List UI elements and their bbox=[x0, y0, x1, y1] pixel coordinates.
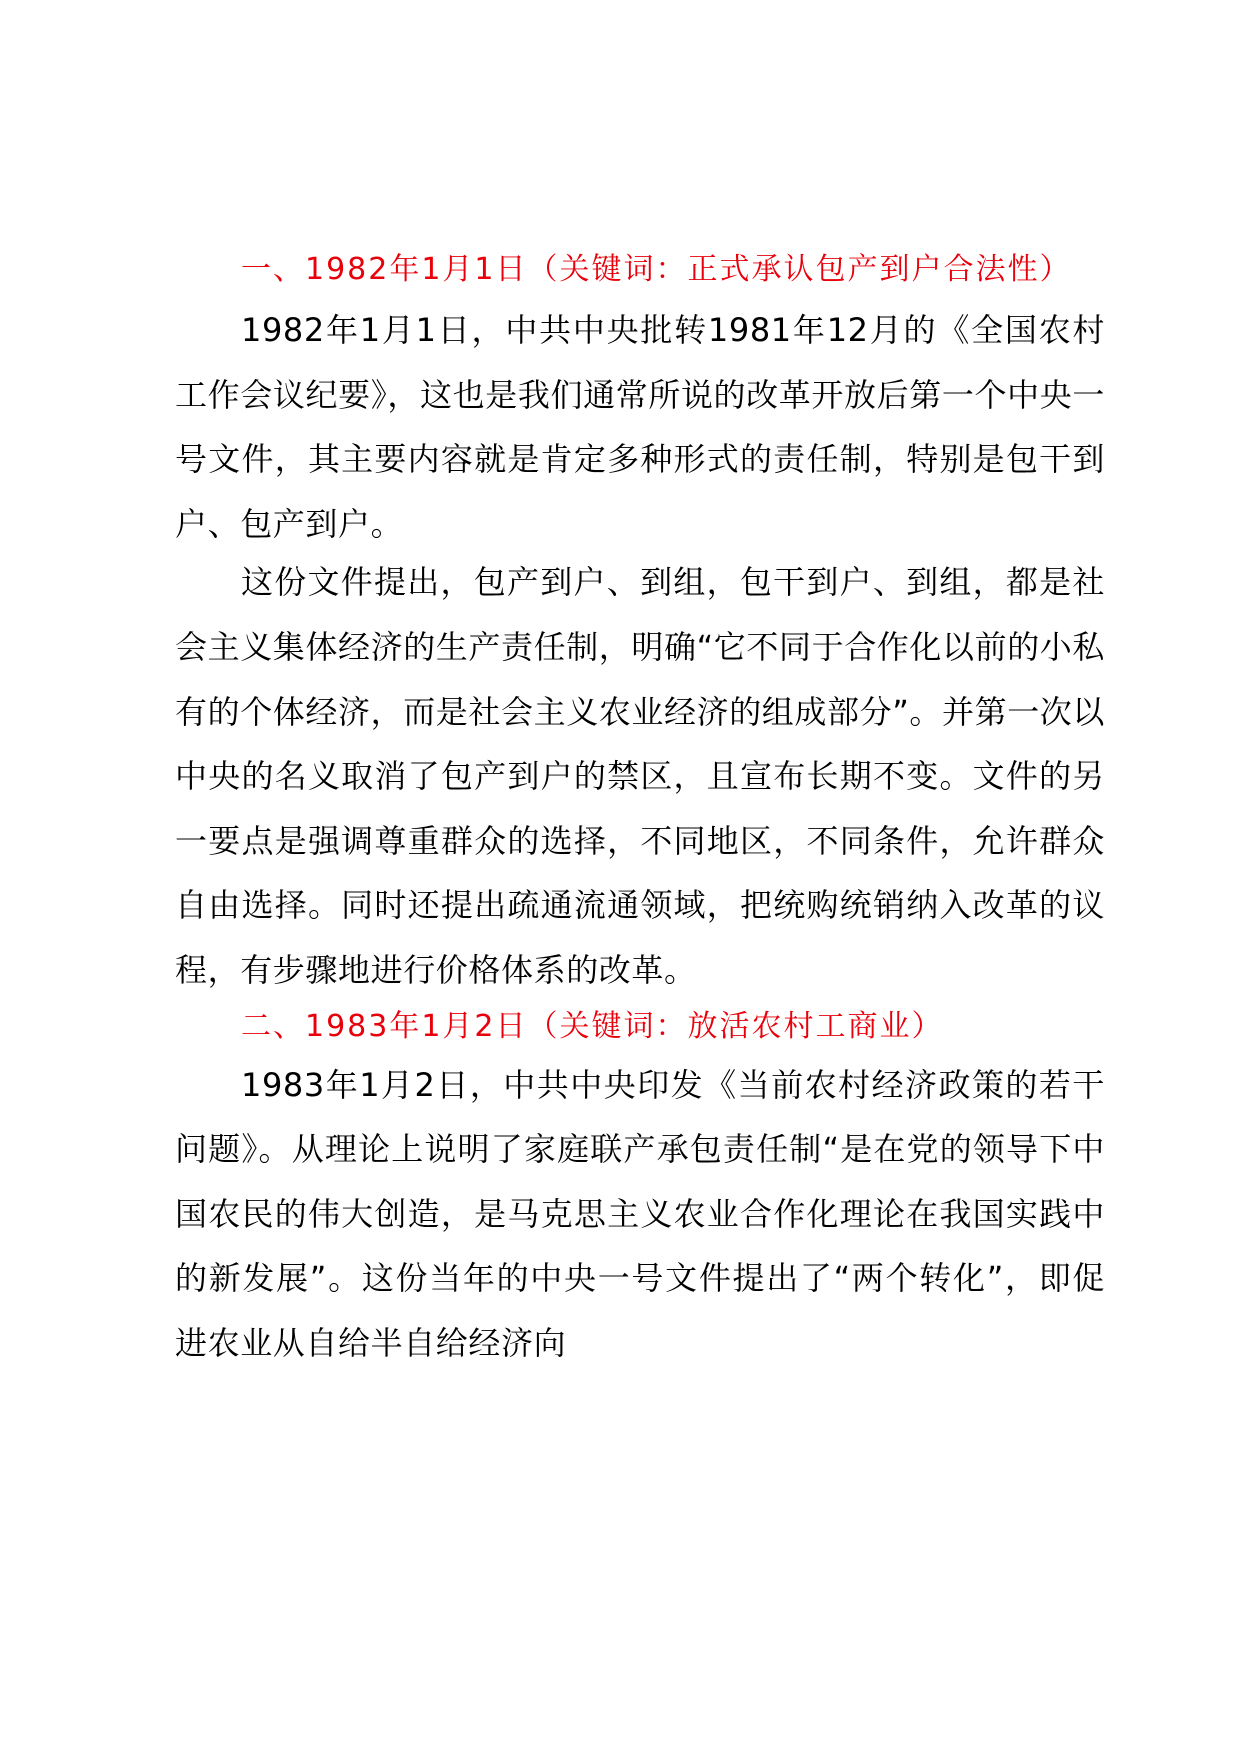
section-heading-1982: 一、1982年1月1日（关键词：正式承认包产到户合法性） bbox=[241, 252, 1072, 287]
section-1983 bbox=[175, 995, 1105, 1376]
section-1982 bbox=[175, 238, 1105, 1003]
document-page bbox=[175, 238, 1105, 1376]
paragraph-1982-intro: 1982年1月1日，中共中央批转1981年12月的《全国农村工作会议纪要》，这也是我们通常所说的改革开放后第一个中央一号文件，其主要内容就是肯定多种形式的责任制，特别是包干到户、包产到户。 bbox=[175, 311, 1105, 543]
paragraph-1982-detail: 这份文件提出，包产到户、到组，包干到户、到组，都是社会主义集体经济的生产责任制，明确“它不同于合作化以前的小私有的个体经济，而是社会主义农业经济的组成部分”。并第一次以中央的名义取消了包产到户的禁区，且宣布长期不变。文件的另一要点是强调尊重群众的选择，不同地区，不同条件，允许群众自由选择。同时还提出疏通流通领域，把统购统销纳入改革的议程，有步骤地进行价格体系的改革。 bbox=[175, 563, 1105, 989]
section-heading-1983: 二、1983年1月2日（关键词：放活农村工商业） bbox=[241, 1008, 944, 1044]
paragraph-1983-intro: 1983年1月2日，中共中央印发《当前农村经济政策的若干问题》。从理论上说明了家庭联产承包责任制“是在党的领导下中国农民的伟大创造，是马克思主义农业合作化理论在我国实践中的新发展”。这份当年的中央一号文件提出了“两个转化”，即促进农业从自给半自给经济向 bbox=[175, 1065, 1105, 1362]
